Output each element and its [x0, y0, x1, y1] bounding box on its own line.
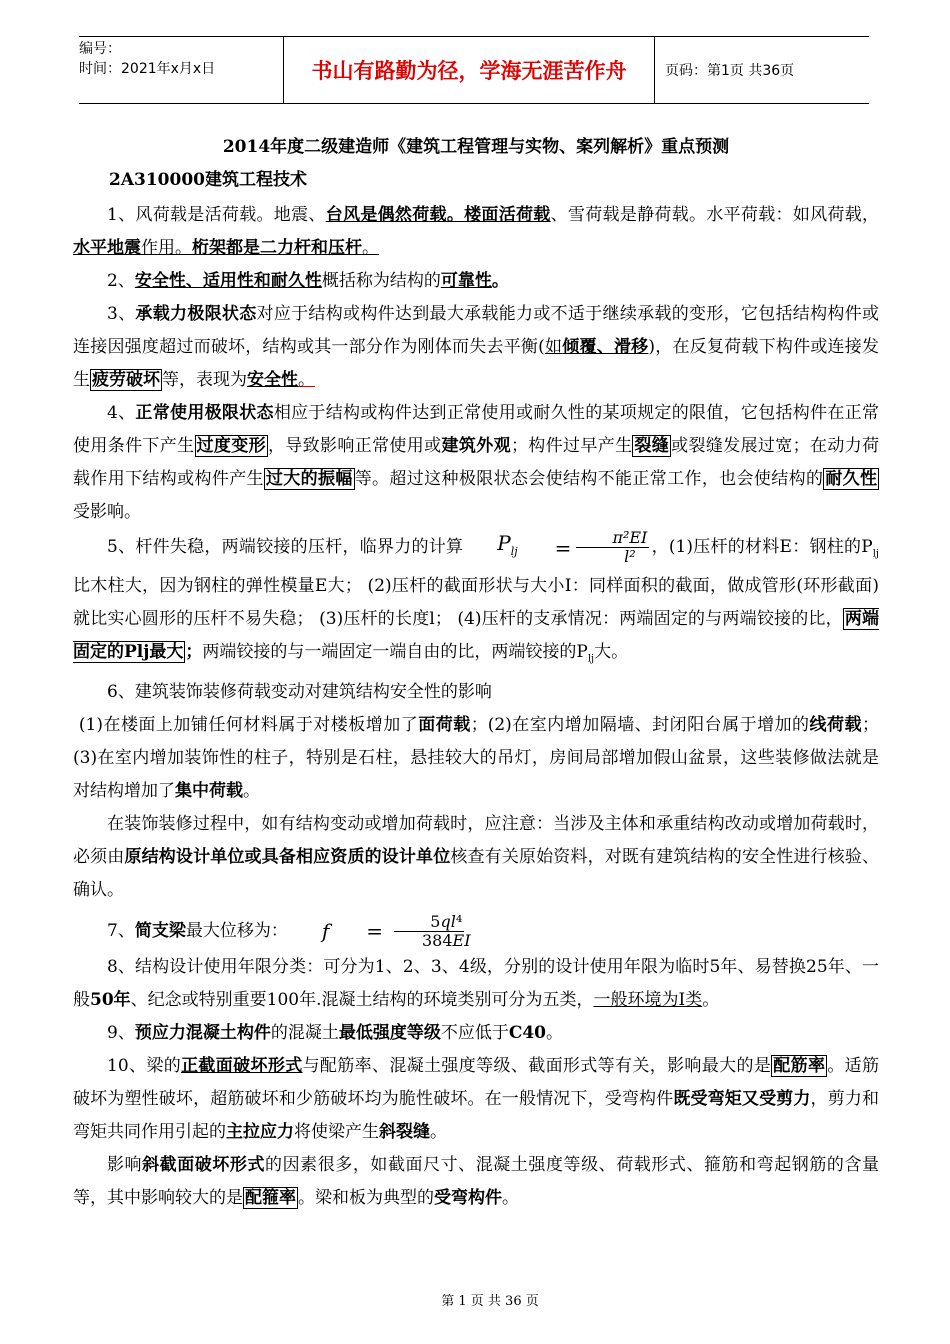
page-header: [79, 36, 869, 104]
paragraph-1: 1、风荷载是活荷载。地震、台风是偶然荷载。楼面活荷载、雪荷载是静荷载。水平荷载：如风荷载，水平地震作用。桁架都是二力杆和压杆。: [73, 205, 880, 258]
paragraph-7: 7、简支梁最大位移为： f = $\frac{\text{5ql⁴}}{384EI}$: [107, 911, 471, 950]
paragraph-6: 6、建筑装饰装修荷载变动对建筑结构安全性的影响: [107, 681, 492, 702]
header-page: 页码：第1页 共36页: [665, 63, 795, 79]
paragraph-4: 4、正常使用极限状态相应于结构或构件达到正常使用或耐久性的某项规定的限值，它包括构件在正常使用条件下产生 过度变形 ，导致影响正常使用或建筑外观；构件过早产生 裂缝 或裂缝发展过宽；在动力荷载作用下结构或构件产生 过大的振幅 等。超过这种极限状态会使结构不能正常工作，也会使结构的 耐久性受影响。: [73, 403, 880, 522]
paragraph-8: 8、结构设计使用年限分类：可分为1、2、3、4级，分别的设计使用年限为临时5年、易替换25年、一般50年、纪念或特别重要100年.混凝土结构的环境类别可分为五类，一般环境为I类。: [73, 956, 879, 1010]
paragraph-10b: 影响斜截面破坏形式的因素很多，如截面尺寸、混凝土强度等级、荷载形式、箍筋和弯起钢筋的含量等，其中影响较大的是 配箍率 。梁和板为典型的受弯构件。: [73, 1154, 880, 1208]
header-meta: [79, 37, 283, 103]
paragraph-10: 10、梁的正截面破坏形式与配筋率、混凝土强度等级、截面形式等有关，影响最大的是 配筋率 。适筋破坏为塑性破坏，超筋破坏和少筋破坏均为脆性破坏。在一般情况下，受弯构件既受弯矩又受剪力，剪力和弯矩共同作用引起的主拉应力将使梁产生斜裂缝。: [73, 1055, 880, 1142]
paragraph-3: 3、承载力极限状态对应于结构或构件达到最大承载能力或不适于继续承载的变形，它包括结构构件或连接因强度超过而破坏，结构或其一部分作为刚体而失去平衡(如倾覆、滑移)，在反复荷载下构件或连接发生 疲劳破坏 等，表现为安全性。: [73, 304, 880, 390]
page-footer: 第 1 页 共 36 页: [441, 1294, 539, 1309]
document-title: 2014年度二级建造师《建筑工程管理与实物、案列解析》重点预测: [222, 137, 730, 157]
header-time: 时间：2021年x月x日: [79, 61, 216, 77]
paragraph-9: 9、预应力混凝土构件的混凝土最低强度等级不应低于C40。: [107, 1022, 564, 1043]
paragraph-6a: (1)在楼面上加铺任何材料属于对楼板增加了面荷载；(2)在室内增加隔墙、封闭阳台属于增加的线荷载；(3)在室内增加装饰性的柱子，特别是石柱，悬挂较大的吊灯，房间局部增加假山盆景，这些装修做法就是对结构增加了集中荷载。: [73, 714, 880, 801]
paragraph-6b: 在装饰装修过程中，如有结构变动或增加荷载时，应注意：当涉及主体和承重结构改动或增加荷载时，必须由原结构设计单位或具备相应资质的设计单位核查有关原始资料，对既有建筑结构的安全性进行核验、确认。: [73, 813, 880, 900]
header-number: 编号：: [79, 41, 121, 57]
header-motto: 书山有路勤为径，学海无涯苦作舟: [283, 37, 655, 103]
paragraph-2: 2、安全性、适用性和耐久性概括称为结构的可靠性。: [107, 271, 509, 291]
paragraph-5: 5、杆件失稳，两端铰接的压杆，临界力的计算 $P_{lj}$ = $\frac{\text{π²EI}}{\text{l²}}$ ，(1)压杆的材料E：钢柱的$P_{lj}$比木柱大，因为钢柱的弹性模量E大； (2)压杆的截面形状与大小I：同样面积的截面，做成管形(环形截面)就比实心圆形的压杆不易失稳； (3)压杆的长度l； (4)压杆的支承情况：两端固定的与两端铰接的比， 两端固定的Plj最大 ；两端铰接的与一端固定一端自由的比，两端铰接的$P_{lj}$大。: [73, 528, 880, 665]
section-heading: 2A310000建筑工程技术: [109, 170, 307, 190]
document-body: [73, 132, 879, 1215]
